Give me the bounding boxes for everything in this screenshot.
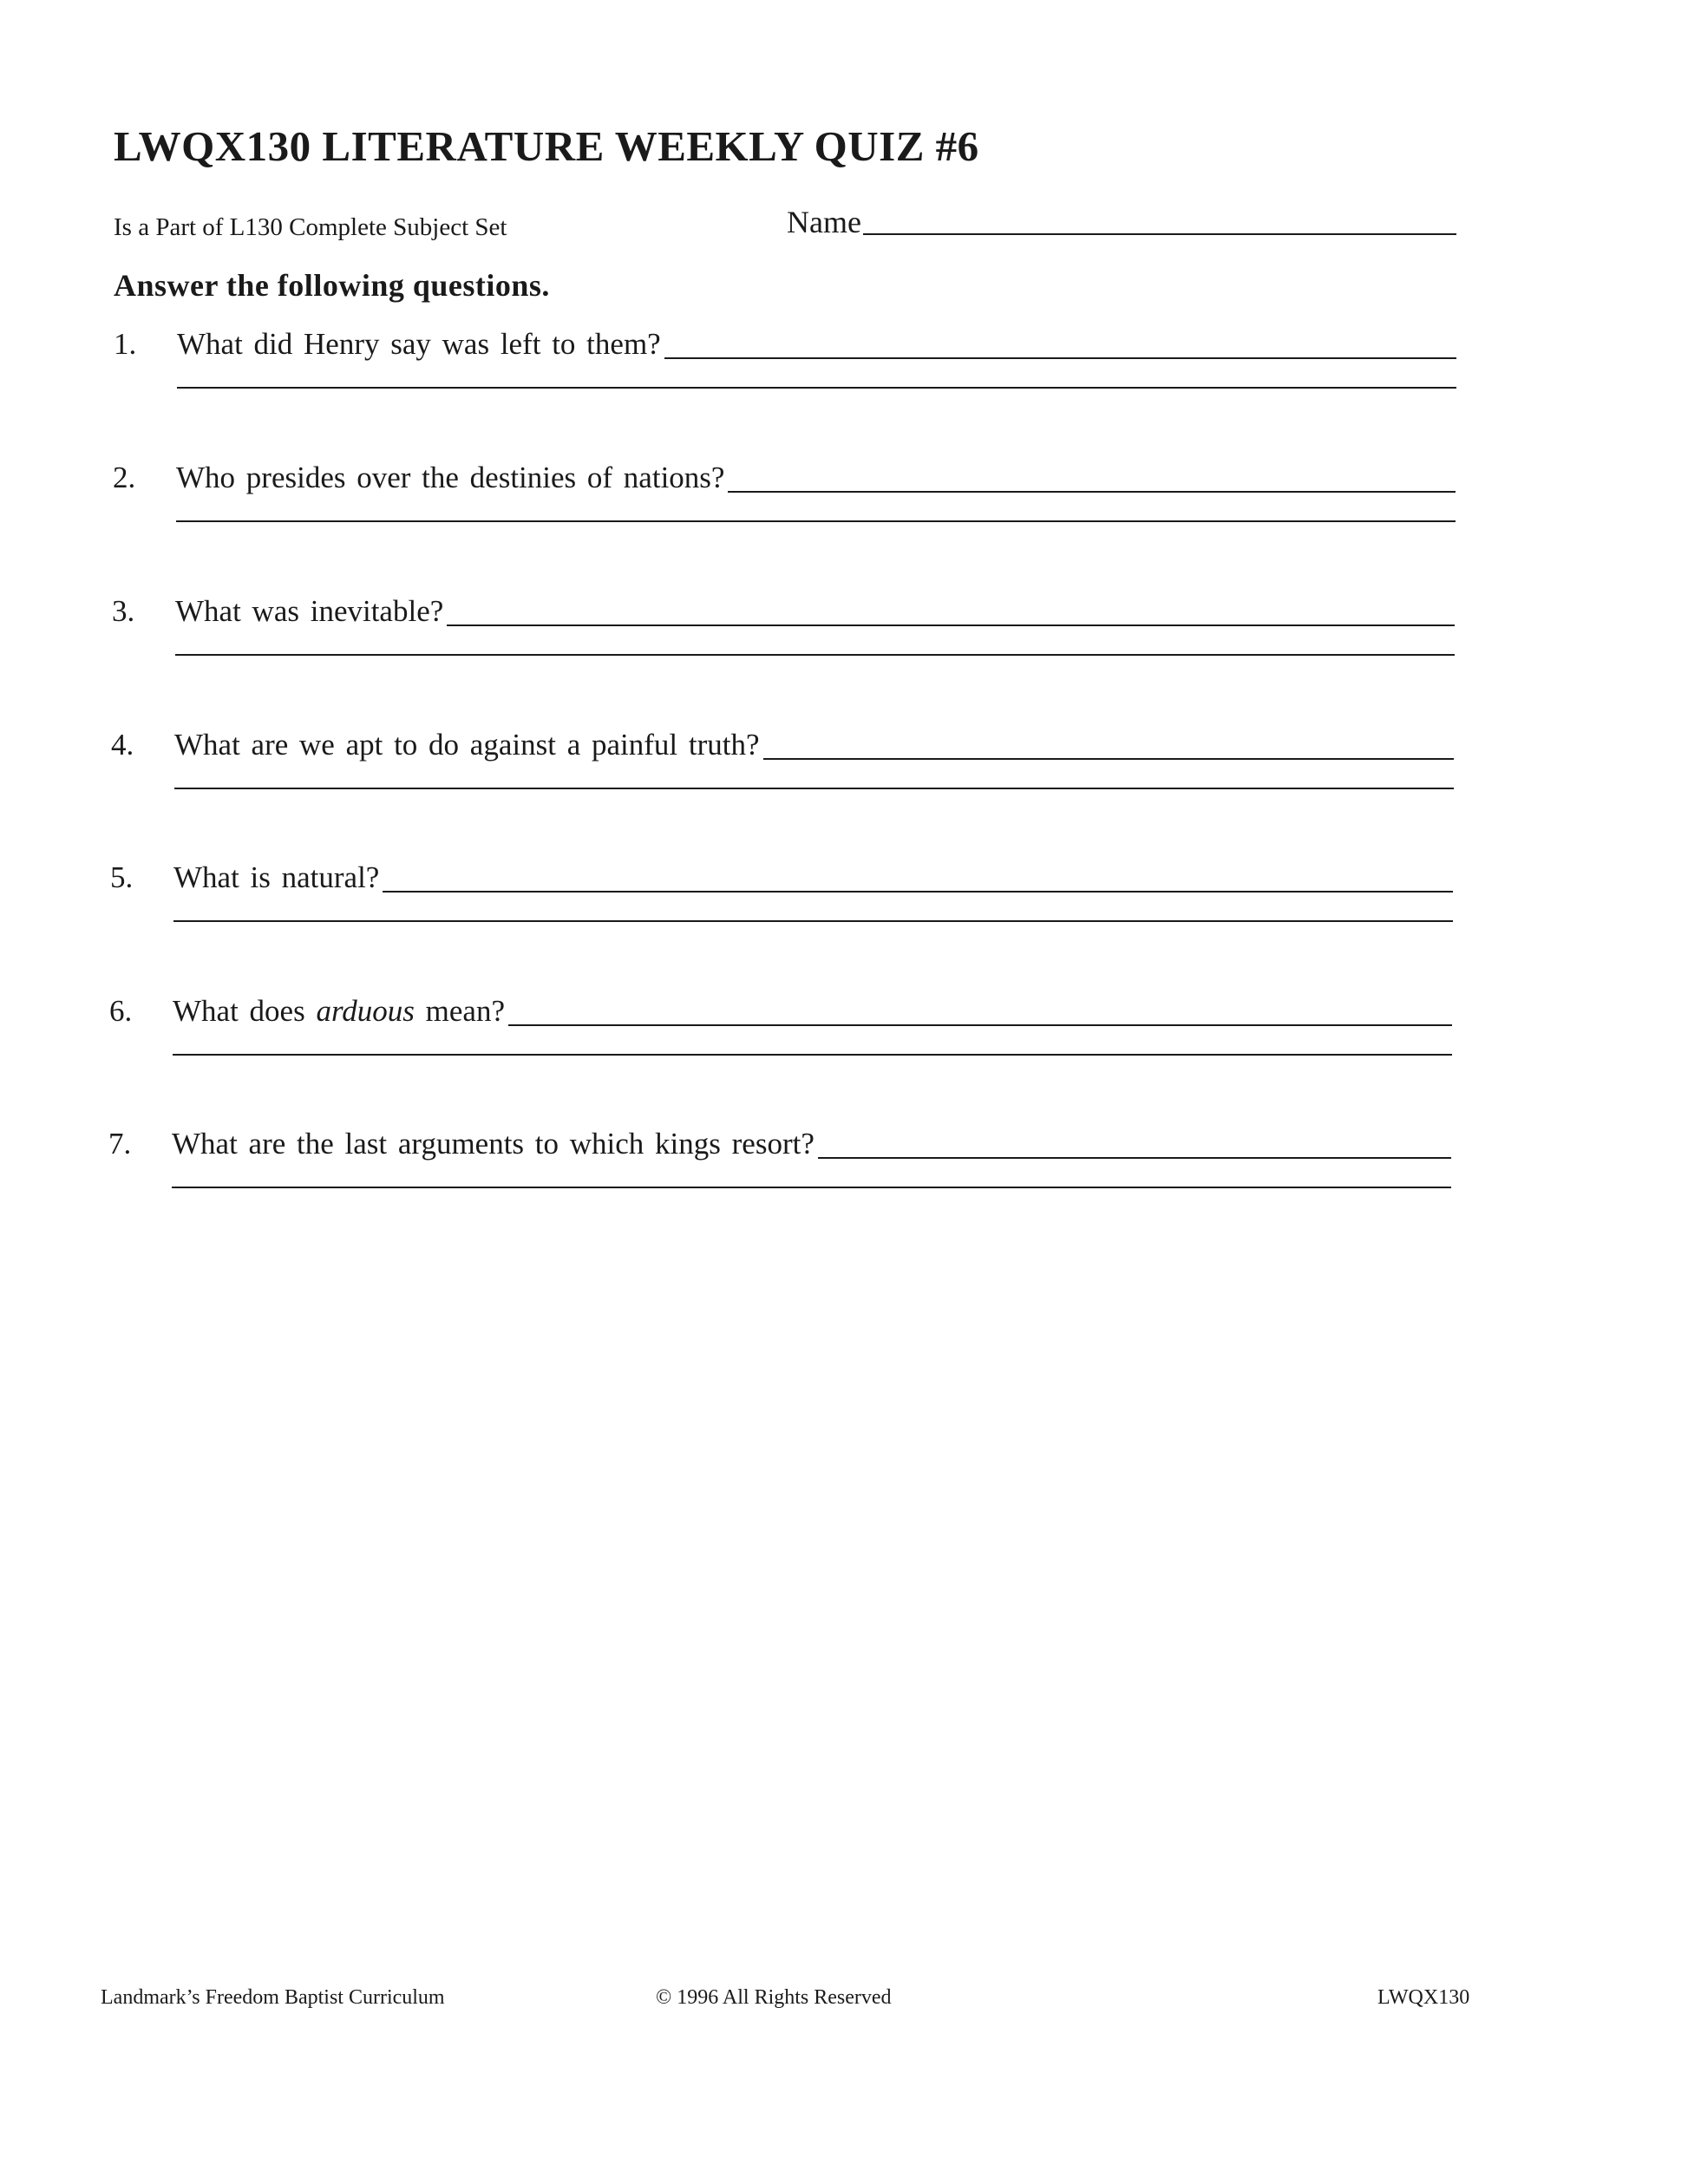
question-number: 4. (111, 728, 134, 762)
name-input-line[interactable] (863, 233, 1456, 235)
question-text: What are the last arguments to which kings resort? (172, 1127, 815, 1161)
question-number: 5. (110, 860, 134, 894)
footer-code: LWQX130 (1377, 1986, 1470, 2009)
question-text: What was inevitable? (175, 594, 444, 628)
page-title: LWQX130 LITERATURE WEEKLY QUIZ #6 (114, 122, 979, 170)
question-text-after: mean? (425, 994, 505, 1028)
question-text: What did Henry say was left to them? (177, 327, 661, 361)
answer-line-continuation[interactable] (176, 520, 1456, 522)
answer-line-continuation[interactable] (177, 387, 1456, 389)
answer-line-continuation[interactable] (172, 1187, 1451, 1188)
question-text: What are we apt to do against a painful truth? (174, 728, 760, 762)
question-7 (108, 1121, 1451, 1159)
question-number: 2. (113, 461, 136, 494)
answer-line[interactable] (818, 1157, 1451, 1159)
question-text-before: What does (173, 994, 305, 1028)
question-1 (114, 321, 1456, 359)
question-number: 3. (112, 594, 135, 628)
answer-line[interactable] (728, 491, 1456, 493)
name-label: Name (787, 205, 861, 239)
answer-line[interactable] (508, 1024, 1452, 1026)
answer-line[interactable] (383, 891, 1453, 893)
answer-line-continuation[interactable] (174, 788, 1454, 789)
question-number: 6. (109, 994, 133, 1028)
question-3 (112, 588, 1455, 626)
answer-line[interactable] (447, 624, 1455, 626)
question-text-italic-term: arduous (316, 994, 415, 1028)
question-5 (110, 854, 1453, 893)
answer-line-continuation[interactable] (175, 654, 1455, 656)
subject-set-note: Is a Part of L130 Complete Subject Set (114, 213, 507, 241)
question-text: What is natural? (173, 860, 380, 894)
question-number: 7. (108, 1127, 132, 1161)
answer-line[interactable] (763, 758, 1454, 760)
instructions: Answer the following questions. (114, 268, 550, 303)
footer-copyright: © 1996 All Rights Reserved (656, 1986, 892, 2009)
question-number: 1. (114, 327, 137, 361)
question-text: Who presides over the destinies of nations? (176, 461, 725, 494)
question-6 (109, 988, 1452, 1026)
answer-line-continuation[interactable] (173, 1054, 1452, 1056)
footer-publisher: Landmark’s Freedom Baptist Curriculum (101, 1986, 445, 2009)
question-4 (111, 722, 1454, 760)
name-field-row (787, 206, 1456, 238)
question-text (173, 996, 505, 1026)
question-2 (113, 454, 1456, 493)
answer-line[interactable] (664, 357, 1456, 359)
answer-line-continuation[interactable] (173, 920, 1453, 922)
